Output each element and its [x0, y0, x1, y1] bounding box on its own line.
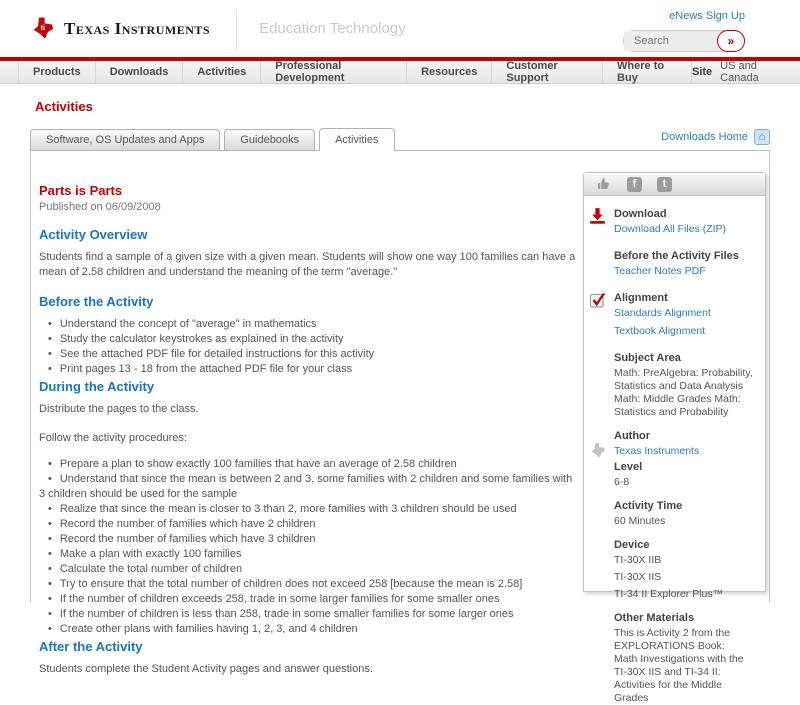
device-heading: Device [614, 539, 650, 551]
activity-sidebar [583, 172, 766, 704]
list-item: • If the number of children is less than 258, trade in some smaller families for some larger ones [48, 608, 514, 620]
main-nav [0, 61, 800, 84]
other-materials-section [584, 612, 757, 705]
author-heading: Author [614, 430, 651, 442]
ti-logo[interactable] [30, 16, 210, 42]
download-icon [589, 207, 606, 224]
activity-time-section [584, 500, 757, 528]
sidebar-body [584, 196, 765, 705]
list-item: • Understand the concept of "average" in mathematics [48, 318, 317, 330]
device-item: TI-34 II Explorer Plus™ [614, 588, 724, 600]
list-item: • Realize that since the mean is closer to 3 than 2, more families with 3 children should be used [48, 503, 517, 515]
header-divider [236, 9, 237, 49]
tab-activities[interactable]: Activities [319, 128, 394, 151]
site-value: US and Canada [720, 60, 759, 84]
subject-area-section [584, 352, 757, 419]
materials-line: This is Activity 2 from the EXPLORATIONS Book: [614, 627, 731, 652]
author-section [584, 430, 757, 457]
nav-item-resources[interactable]: Resources [407, 61, 492, 83]
bullet-icon: • [48, 333, 52, 345]
level-section [584, 461, 757, 489]
list-item: • Record the number of families which have 3 children [48, 533, 316, 545]
section-activity-overview: Activity Overview [39, 227, 148, 242]
subject-line: Math: Middle Grades Math: Statistics and Probability [614, 393, 741, 418]
ti-logo-icon [30, 16, 56, 42]
list-item: • Print pages 13 - 18 from the attached PDF file for your class [48, 363, 353, 375]
nav-item-customer-support[interactable]: Customer Support [492, 61, 603, 83]
bullet-icon: • [48, 533, 52, 545]
section-after-activity: After the Activity [39, 639, 143, 654]
twitter-icon[interactable]: t [657, 177, 672, 192]
list-item: • Prepare a plan to show exactly 100 families that have an average of 2.58 children [48, 458, 457, 470]
tab-guidebooks[interactable]: Guidebooks [224, 129, 315, 150]
page-title: Activities [35, 99, 93, 114]
search-go-button[interactable] [717, 30, 745, 52]
author-ti-icon [589, 442, 607, 460]
alignment-check-icon [589, 291, 607, 309]
social-bar [584, 173, 765, 196]
list-item: • Understand that since the mean is between 2 and 3, some families with 2 children and some families with 3 children should be used for the sample [39, 473, 573, 500]
bullet-icon: • [48, 363, 52, 375]
after-text: Students complete the Student Activity pages and answer questions. [39, 663, 373, 675]
device-section [584, 539, 757, 601]
during-intro: Distribute the pages to the class. [39, 403, 199, 415]
division-title: Education Technology [259, 20, 406, 37]
bullet-icon: • [48, 518, 52, 530]
list-item: • See the attached PDF file for detailed instructions for this activity [48, 348, 375, 360]
site-selector[interactable] [692, 61, 800, 83]
list-item: • If the number of children exceeds 258, trade in some larger families for some smaller ones [48, 593, 500, 605]
other-materials-heading: Other Materials [614, 612, 695, 624]
list-item: • Create other plans with families having 1, 2, 3, and 4 children [48, 623, 358, 635]
nav-item-activities[interactable]: Activities [183, 61, 261, 83]
activity-time-heading: Activity Time [614, 500, 683, 512]
tabs-row [30, 128, 770, 150]
download-section [584, 208, 757, 235]
bullet-icon: • [48, 503, 52, 515]
list-item: • Try to ensure that the total number of children does not exceed 258 [because the mean is 2.58] [48, 578, 523, 590]
download-heading: Download [614, 208, 667, 220]
like-icon[interactable] [596, 176, 612, 192]
bullet-icon: • [48, 623, 52, 635]
bullet-icon: • [48, 348, 52, 360]
during-follow: Follow the activity procedures: [39, 432, 187, 444]
bullet-icon: • [48, 548, 52, 560]
list-item: • Study the calculator keystrokes as explained in the activity [48, 333, 344, 345]
subject-line: Math: PreAlgebra: Probability, Statistics and Data Analysis [614, 367, 753, 392]
tab-software-os-updates[interactable]: Software, OS Updates and Apps [30, 129, 220, 150]
downloads-home-link[interactable]: Downloads Home [661, 131, 748, 143]
site-label: Site [691, 66, 713, 78]
nav-item-products[interactable]: Products [18, 61, 96, 83]
subject-area-heading: Subject Area [614, 352, 681, 364]
list-item: • Record the number of families which have 2 children [48, 518, 316, 530]
bullet-icon: • [48, 318, 52, 330]
download-all-link[interactable]: Download All Files (ZIP) [614, 223, 727, 235]
bullet-icon: • [48, 458, 52, 470]
list-item: • Calculate the total number of children [48, 563, 243, 575]
bullet-icon: • [48, 593, 52, 605]
activity-title: Parts is Parts [39, 183, 123, 198]
site-header [0, 0, 800, 57]
header-right [623, 6, 745, 52]
before-files-heading: Before the Activity Files [614, 250, 739, 262]
list-item: • Make a plan with exactly 100 families [48, 548, 242, 560]
device-item: TI-30X IIB [614, 554, 662, 566]
home-icon[interactable]: ⌂ [754, 129, 770, 145]
textbook-alignment-link[interactable]: Textbook Alignment [614, 325, 706, 337]
author-link[interactable]: Texas Instruments [614, 445, 700, 457]
alignment-heading: Alignment [614, 292, 668, 304]
search-box [623, 30, 745, 52]
nav-item-professional-development[interactable]: Professional Development [261, 61, 407, 83]
level-value: 6-8 [614, 476, 630, 488]
svg-text:ti: ti [40, 22, 46, 32]
materials-line: Math Investigations with the TI-30X IIS and TI-34 II: Activities for the Middle Grades [614, 653, 744, 704]
logo-wordmark: Texas Instruments [64, 18, 211, 38]
search-input[interactable] [624, 31, 718, 51]
before-files-section [584, 250, 757, 277]
overview-text: Students find a sample of a given size with a given mean. Students will show one way 100 families can have a mean of 2.58 children and understand the meaning of the term "average." [39, 251, 576, 278]
enews-signup-link[interactable]: eNews Sign Up [669, 10, 745, 22]
nav-item-downloads[interactable]: Downloads [96, 61, 184, 83]
alignment-section [584, 292, 757, 337]
level-heading: Level [614, 461, 643, 473]
bullet-icon: • [48, 563, 52, 575]
published-date: Published on 06/09/2008 [39, 201, 161, 213]
bullet-icon: • [48, 473, 52, 485]
device-item: TI-30X IIS [614, 571, 662, 583]
bullet-icon: • [48, 608, 52, 620]
facebook-icon[interactable]: f [627, 177, 642, 192]
activity-time-value: 60 Minutes [614, 515, 666, 527]
activity-article [31, 151, 576, 677]
teacher-notes-link[interactable]: Teacher Notes PDF [614, 265, 706, 277]
standards-alignment-link[interactable]: Standards Alignment [614, 307, 711, 319]
bullet-icon: • [48, 578, 52, 590]
search-go-icon: » [727, 34, 735, 48]
section-during-activity: During the Activity [39, 379, 155, 394]
section-before-activity: Before the Activity [39, 294, 154, 309]
downloads-home-group [661, 129, 770, 150]
nav-item-where-to-buy[interactable]: Where to Buy [603, 61, 692, 83]
